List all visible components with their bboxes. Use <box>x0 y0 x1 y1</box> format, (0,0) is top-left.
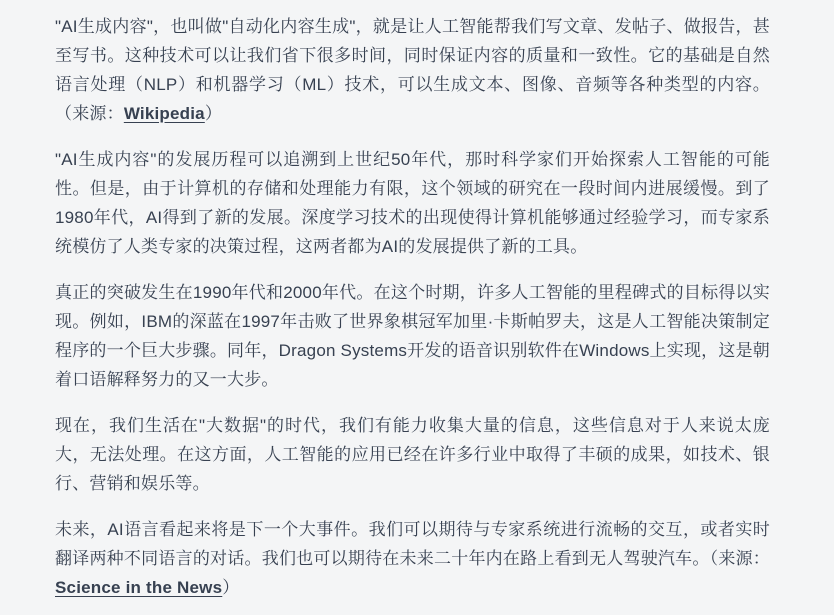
paragraph-text: ） <box>222 578 240 597</box>
paragraph-future-outlook <box>55 515 770 602</box>
paragraph-history-1950s-1980s <box>55 145 770 261</box>
paragraph-text: 未来，AI语言看起来将是下一个大事件。我们可以期待与专家系统进行流畅的交互，或者实时翻译两种不同语言的对话。我们也可以期待在未来二十年内在路上看到无人驾驶汽车。（来源： <box>55 520 770 568</box>
paragraph-intro-definition <box>55 12 770 128</box>
paragraph-breakthroughs-1990s-2000s <box>55 278 770 394</box>
paragraph-text: 真正的突破发生在1990年代和2000年代。在这个时期，许多人工智能的里程碑式的目标得以实现。例如，IBM的深蓝在1997年击败了世界象棋冠军加里·卡斯帕罗夫，这是人工智能决策制定程序的一个巨大步骤。同年，Dragon Systems开发的语音识别软件在Windows上实现，这是朝着口语解释努力的又一大步。 <box>55 283 770 389</box>
paragraph-text: "AI生成内容"的发展历程可以追溯到上世纪50年代，那时科学家们开始探索人工智能的可能性。但是，由于计算机的存储和处理能力有限，这个领域的研究在一段时间内进展缓慢。到了1980年代，AI得到了新的发展。深度学习技术的出现使得计算机能够通过经验学习，而专家系统模仿了人类专家的决策过程，这两者都为AI的发展提供了新的工具。 <box>55 150 770 256</box>
paragraph-text: "AI生成内容"，也叫做"自动化内容生成"，就是让人工智能帮我们写文章、发帖子、做报告，甚至写书。这种技术可以让我们省下很多时间，同时保证内容的质量和一致性。它的基础是自然语言处理（NLP）和机器学习（ML）技术，可以生成文本、图像、音频等各种类型的内容。（来源： <box>55 17 770 123</box>
paragraph-big-data-era <box>55 411 770 498</box>
wikipedia-source-link[interactable]: Wikipedia <box>123 104 205 123</box>
paragraph-text: 现在，我们生活在"大数据"的时代，我们有能力收集大量的信息，这些信息对于人来说太庞大，无法处理。在这方面，人工智能的应用已经在许多行业中取得了丰硕的成果，如技术、银行、营销和娱乐等。 <box>55 416 770 493</box>
science-in-the-news-source-link[interactable]: Science in the News <box>55 578 223 597</box>
paragraph-text: ） <box>204 104 223 123</box>
